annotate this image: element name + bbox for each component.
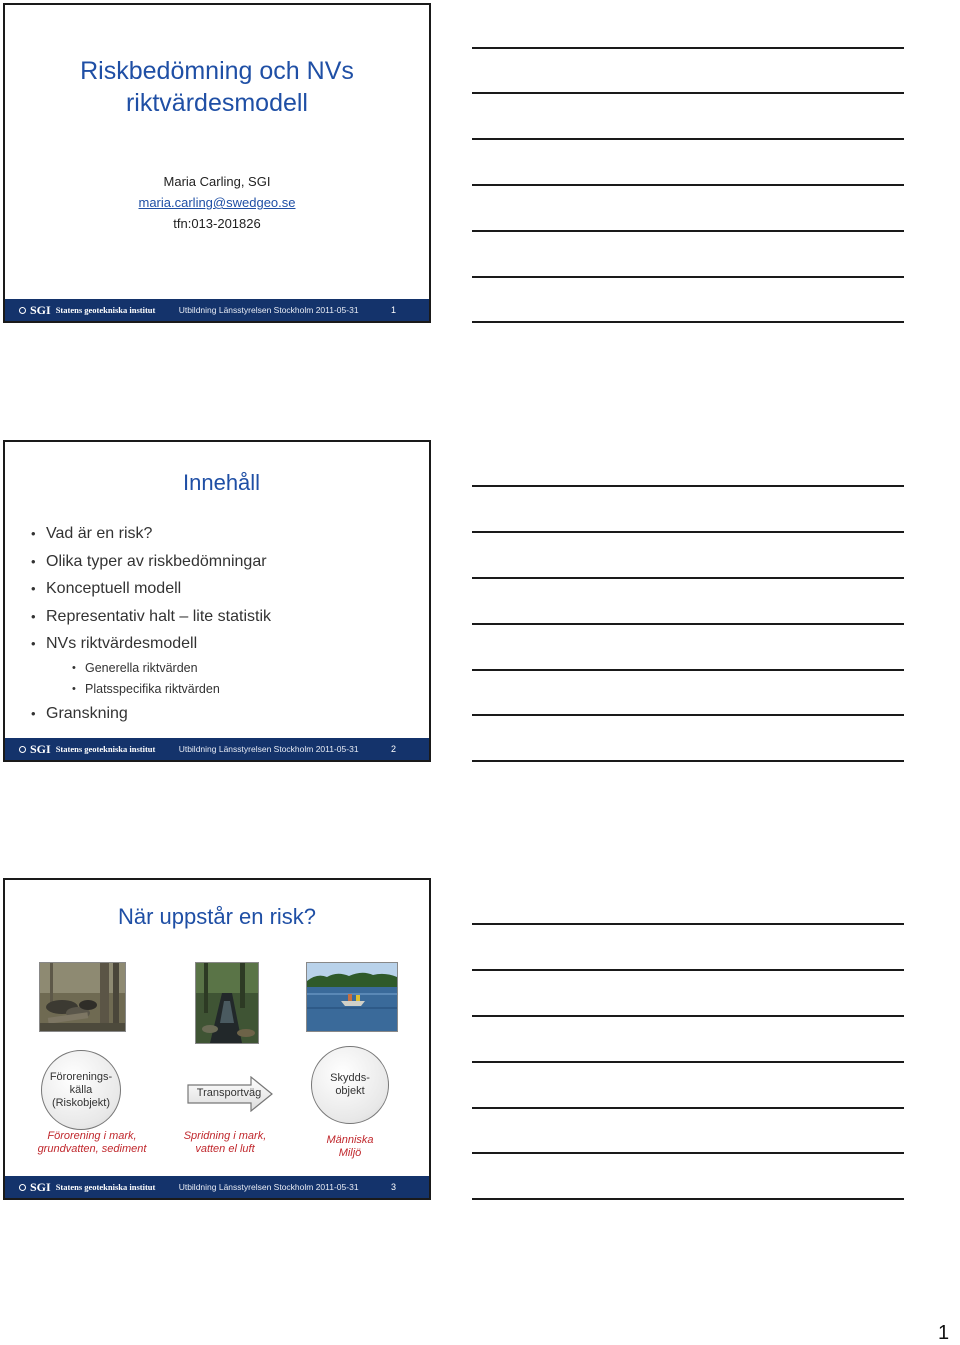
- sgi-logo: [19, 303, 51, 318]
- caption-target-line-1: Människa: [326, 1134, 374, 1146]
- note-line: [472, 1061, 904, 1063]
- author-phone: tfn:013-201826: [173, 216, 261, 231]
- slide-1: [3, 3, 431, 323]
- institute-name: Statens geotekniska institut: [55, 1182, 156, 1192]
- caption-source-line-2: grundvatten, sediment: [37, 1143, 147, 1155]
- logo-ring-icon: [19, 1184, 26, 1191]
- pollution-source-circle: [41, 1050, 121, 1130]
- event-label: Utbildning Länsstyrelsen Stockholm 2011-05-31: [178, 305, 359, 315]
- sgi-logo-text: SGI: [30, 302, 51, 317]
- source-line-1: Förorenings-: [49, 1070, 113, 1083]
- caption-target: [305, 1134, 395, 1160]
- source-line-2: källa: [69, 1083, 93, 1096]
- list-subitem: • Platsspecifika riktvärden: [31, 679, 271, 700]
- note-line: [472, 623, 904, 625]
- lake-boat-photo: [306, 962, 398, 1032]
- slide-2-title: Innehåll: [183, 470, 261, 495]
- list-item: • Konceptuell modell: [31, 575, 271, 603]
- note-line: [472, 321, 904, 323]
- note-line: [472, 760, 904, 762]
- target-line-1: Skydds-: [330, 1072, 370, 1084]
- slide-footer: [5, 299, 429, 321]
- note-line: [472, 923, 904, 925]
- note-line: [472, 1015, 904, 1017]
- list-subitem: • Generella riktvärden: [31, 658, 271, 679]
- note-line: [472, 47, 904, 49]
- slide-3: [3, 878, 431, 1200]
- author-name: Maria Carling, SGI: [163, 174, 271, 189]
- slide-1-title-line1: Riskbedömning och NVs: [80, 57, 354, 85]
- list-item: • NVs riktvärdesmodell: [31, 630, 271, 658]
- author-email-link[interactable]: maria.carling@swedgeo.se: [138, 195, 296, 210]
- sgi-logo: [19, 742, 51, 757]
- sgi-logo-text: SGI: [30, 1179, 51, 1194]
- transport-arrow: [187, 1076, 273, 1112]
- slide-number: 1: [391, 305, 397, 315]
- note-line: [472, 230, 904, 232]
- caption-source: [27, 1130, 157, 1156]
- note-line: [472, 531, 904, 533]
- slide-footer: [5, 738, 429, 760]
- note-line: [472, 184, 904, 186]
- author-block: [5, 171, 429, 234]
- note-line: [472, 485, 904, 487]
- slide-number: 2: [391, 744, 397, 754]
- note-line: [472, 577, 904, 579]
- logo-ring-icon: [19, 307, 26, 314]
- institute-name: Statens geotekniska institut: [55, 744, 156, 754]
- note-line: [472, 969, 904, 971]
- sgi-logo-text: SGI: [30, 741, 51, 756]
- list-item: • Granskning: [31, 700, 271, 728]
- source-line-3: (Riskobjekt): [51, 1096, 111, 1109]
- note-line: [472, 138, 904, 140]
- event-label: Utbildning Länsstyrelsen Stockholm 2011-05-31: [178, 744, 359, 754]
- transport-label: Transportväg: [196, 1087, 262, 1099]
- slide-footer: [5, 1176, 429, 1198]
- stream-photo: [195, 962, 259, 1044]
- slide-1-title-line2: riktvärdesmodell: [125, 89, 308, 117]
- slide-3-title: När uppstår en risk?: [117, 904, 317, 929]
- target-line-2: objekt: [335, 1085, 365, 1097]
- list-item: • Olika typer av riskbedömningar: [31, 548, 271, 576]
- sgi-logo: [19, 1180, 51, 1195]
- list-item: • Representativ halt – lite statistik: [31, 603, 271, 631]
- note-line: [472, 1107, 904, 1109]
- institute-name: Statens geotekniska institut: [55, 305, 156, 315]
- note-line: [472, 92, 904, 94]
- note-line: [472, 276, 904, 278]
- logo-ring-icon: [19, 746, 26, 753]
- slide-2: [3, 440, 431, 762]
- note-line: [472, 714, 904, 716]
- note-line: [472, 1198, 904, 1200]
- note-line: [472, 669, 904, 671]
- note-line: [472, 1152, 904, 1154]
- list-item: • Vad är en risk?: [31, 520, 271, 548]
- caption-source-line-1: Förorening i mark,: [47, 1130, 137, 1142]
- contents-list: [31, 520, 271, 727]
- caption-transport-line-1: Spridning i mark,: [183, 1130, 267, 1142]
- caption-target-line-2: Miljö: [338, 1147, 362, 1159]
- slide-number: 3: [391, 1182, 397, 1192]
- contaminated-site-photo: [39, 962, 126, 1032]
- page-number: 1: [938, 1322, 950, 1344]
- slide-1-title: [5, 55, 429, 119]
- event-label: Utbildning Länsstyrelsen Stockholm 2011-05-31: [178, 1182, 359, 1192]
- caption-transport-line-2: vatten el luft: [195, 1143, 255, 1155]
- caption-transport: [165, 1130, 285, 1156]
- protected-object-circle: [311, 1046, 389, 1124]
